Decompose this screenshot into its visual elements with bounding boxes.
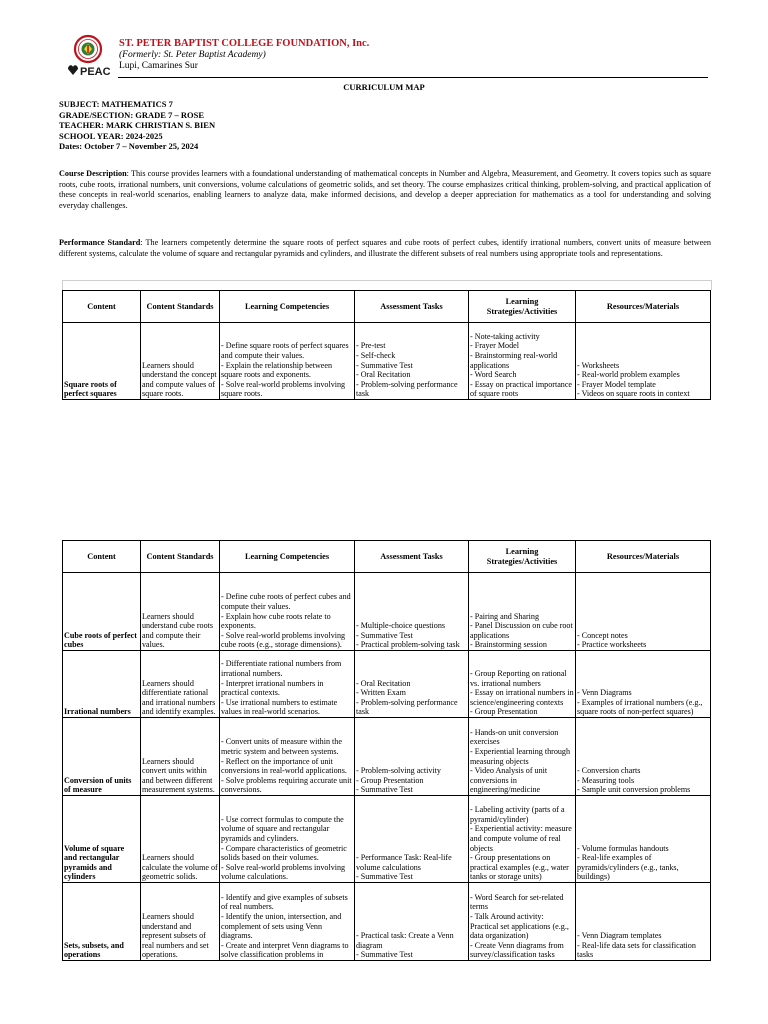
table-row [63, 718, 711, 796]
list-item: - Group Reporting on rational vs. irrational numbers [470, 669, 567, 688]
list-item: - Summative Test [356, 950, 413, 960]
assessment-cell [355, 651, 469, 718]
content-cell: Volume of square and rectangular pyramids and cylinders [63, 796, 141, 883]
table-row [63, 796, 711, 883]
school-name: ST. PETER BAPTIST COLLEGE FOUNDATION, Inc. [119, 38, 370, 49]
list-item: - Venn Diagram templates [577, 931, 662, 941]
list-item: - Define cube roots of perfect cubes and compute their values. [221, 592, 351, 612]
list-item: - Word Search for set-related terms [470, 892, 564, 912]
strategies-cell [469, 323, 576, 400]
list-item: - Multiple-choice questions [356, 621, 446, 631]
header-assessment-tasks: Assessment Tasks [355, 291, 469, 323]
table-header-row [63, 291, 711, 323]
list-item: - Group Presentation [356, 775, 424, 785]
course-description-label: Course Description [59, 169, 127, 178]
list-item: - Summative Test [356, 360, 413, 370]
list-item: - Measuring tools [577, 775, 635, 785]
list-item: - Compare characteristics of geometric solids based on their volumes. [221, 843, 347, 863]
list-item: - Create Venn diagrams from survey/classification tasks [470, 940, 564, 960]
header-content-standards: Content Standards [141, 541, 220, 573]
list-item: - Identify the union, intersection, and complement of sets using Venn diagrams. [221, 912, 342, 941]
resources-cell [576, 883, 711, 961]
list-item: - Venn Diagrams [577, 688, 632, 698]
list-item: - Reflect on the importance of unit conversions in real-world applications. [221, 756, 347, 776]
list-item: - Experiential learning through measuring objects [470, 747, 571, 766]
list-item: - Summative Test [356, 785, 413, 795]
competencies-cell [220, 796, 355, 883]
assessment-cell [355, 883, 469, 961]
list-item: - Group Presentation [470, 707, 538, 717]
list-item: - Labeling activity (parts of a pyramid/cylinder) [470, 805, 565, 824]
list-item: - Experiential activity: measure and compute volume of real objects [470, 824, 572, 853]
list-item: - Real-life examples of pyramids/cylinders (e.g., tanks, buildings) [577, 853, 679, 882]
school-location: Lupi, Camarines Sur [119, 61, 198, 71]
list-item: - Group presentations on practical examples (e.g., water tanks or storage units) [470, 853, 569, 882]
list-item: - Create and interpret Venn diagrams to solve classification problems in [221, 940, 349, 960]
assessment-cell [355, 796, 469, 883]
list-item: - Videos on square roots in context [577, 389, 690, 399]
standards-cell: Learners should understand the concept and compute values of square roots. [141, 323, 220, 400]
grade-section-line: GRADE/SECTION: GRADE 7 – ROSE [59, 109, 204, 120]
school-year-line: SCHOOL YEAR: 2024-2025 [59, 130, 163, 141]
list-item: - Brainstorming session [470, 640, 547, 650]
list-item: - Solve problems requiring accurate unit conversions. [221, 775, 352, 795]
assessment-cell [355, 573, 469, 651]
letterhead [62, 34, 712, 80]
list-item: - Practice worksheets [577, 640, 647, 650]
header-content: Content [63, 541, 141, 573]
curriculum-table-1 [62, 290, 711, 400]
list-item: - Interpret irrational numbers in practical contexts. [221, 678, 324, 698]
list-item: - Note-taking activity [470, 331, 540, 341]
list-item: - Self-check [356, 351, 396, 361]
standards-cell: Learners should understand and represent subsets of real numbers and set operations. [141, 883, 220, 961]
list-item: - Volume formulas handouts [577, 843, 669, 853]
strategies-cell [469, 883, 576, 961]
list-item: - Identify and give examples of subsets of real numbers. [221, 892, 348, 912]
list-item: - Problem-solving performance task [356, 379, 458, 399]
list-item: - Solve real-world problems involving volume calculations. [221, 862, 346, 882]
list-item: - Differentiate rational numbers from irrational numbers. [221, 659, 342, 679]
list-item: - Frayer Model [470, 341, 519, 351]
list-item: - Sample unit conversion problems [577, 785, 691, 795]
logo-text: PEAC [80, 66, 111, 78]
list-item: - Explain the relationship between square roots and exponents. [221, 360, 333, 380]
list-item: - Brainstorming real-world applications [470, 351, 558, 370]
standards-cell: Learners should convert units within and between different measurement systems. [141, 718, 220, 796]
subject-line: SUBJECT: MATHEMATICS 7 [59, 99, 173, 109]
list-item: - Concept notes [577, 630, 628, 640]
dates-line: Dates: October 7 – November 25, 2024 [59, 141, 199, 151]
performance-standard [59, 238, 711, 259]
list-item: - Solve real-world problems involving cube roots (e.g., storage dimensions). [221, 630, 346, 650]
list-item: - Use irrational numbers to estimate values in real-world scenarios. [221, 697, 338, 717]
list-item: - Performance Task: Real-life volume calculations [356, 853, 452, 872]
header-content: Content [63, 291, 141, 323]
resources-cell [576, 323, 711, 400]
teacher-line: TEACHER: MARK CHRISTIAN S. BIEN [59, 120, 216, 130]
list-item: - Pairing and Sharing [470, 611, 540, 621]
list-item: - Essay on practical importance of square roots [470, 379, 573, 399]
list-item: - Written Exam [356, 688, 406, 698]
list-item: - Define square roots of perfect squares and compute their values. [221, 341, 349, 361]
list-item: - Real-world problem examples [577, 370, 680, 380]
list-item: - Panel Discussion on cube root applications [470, 621, 573, 640]
list-item: - Convert units of measure within the metric system and between systems. [221, 737, 342, 757]
header-assessment-tasks: Assessment Tasks [355, 541, 469, 573]
header-content-standards: Content Standards [141, 291, 220, 323]
list-item: - Solve real-world problems involving square roots. [221, 379, 346, 399]
list-item: - Oral Recitation [356, 678, 411, 688]
list-item: - Talk Around activity: Practical set applications (e.g., data organization) [470, 912, 569, 941]
resources-cell [576, 651, 711, 718]
list-item: - Explain how cube roots relate to exponents. [221, 611, 331, 631]
blank-table-row [62, 280, 712, 290]
content-cell: Irrational numbers [63, 651, 141, 718]
list-item: - Real-life data sets for classification tasks [577, 940, 696, 960]
competencies-cell [220, 573, 355, 651]
content-cell: Sets, subsets, and operations [63, 883, 141, 961]
standards-cell: Learners should understand cube roots and compute their values. [141, 573, 220, 651]
curriculum-table-2 [62, 540, 711, 961]
subject-details [59, 99, 215, 152]
strategies-cell [469, 796, 576, 883]
competencies-cell [220, 883, 355, 961]
list-item: - Practical task: Create a Venn diagram [356, 931, 454, 950]
list-item: - Examples of irrational numbers (e.g., square roots of non-perfect squares) [577, 697, 703, 717]
standards-cell: Learners should calculate the volume of geometric solids. [141, 796, 220, 883]
header-learning-strategies: Learning Strategies/Activities [469, 291, 576, 323]
list-item: - Summative Test [356, 630, 413, 640]
header-learning-competencies: Learning Competencies [220, 541, 355, 573]
header-learning-strategies: Learning Strategies/Activities [469, 541, 576, 573]
table-row [63, 651, 711, 718]
competencies-cell [220, 323, 355, 400]
list-item: - Frayer Model template [577, 379, 656, 389]
list-item: - Practical problem-solving task [356, 640, 460, 650]
table-header-row [63, 541, 711, 573]
list-item: - Worksheets [577, 360, 620, 370]
resources-cell [576, 796, 711, 883]
table-row [63, 573, 711, 651]
strategies-cell [469, 718, 576, 796]
strategies-cell [469, 573, 576, 651]
list-item: - Summative Test [356, 872, 413, 882]
content-cell: Conversion of units of measure [63, 718, 141, 796]
performance-standard-label: Performance Standard [59, 238, 141, 247]
header-resources: Resources/Materials [576, 541, 711, 573]
list-item: - Word Search [470, 370, 517, 380]
table-row [63, 883, 711, 961]
document-title: CURRICULUM MAP [343, 82, 425, 92]
list-item: - Problem-solving activity [356, 766, 441, 776]
list-item: - Hands-on unit conversion exercises [470, 727, 559, 747]
list-item: - Oral Recitation [356, 370, 411, 380]
course-description [59, 169, 711, 211]
list-item: - Video Analysis of unit conversions in engineering/medicine [470, 766, 548, 795]
list-item: - Conversion charts [577, 766, 641, 776]
content-cell: Square roots of perfect squares [63, 323, 141, 400]
school-seal-icon [62, 34, 114, 80]
list-item: - Problem-solving performance task [356, 697, 458, 717]
competencies-cell [220, 718, 355, 796]
content-cell: Cube roots of perfect cubes [63, 573, 141, 651]
list-item: - Pre-test [356, 341, 386, 351]
standards-cell: Learners should differentiate rational and irrational numbers and identify examples. [141, 651, 220, 718]
header-resources: Resources/Materials [576, 291, 711, 323]
header-divider [118, 77, 708, 78]
list-item: - Essay on irrational numbers in science/engineering contexts [470, 688, 574, 707]
resources-cell [576, 718, 711, 796]
performance-standard-text: : The learners competently determine the square roots of perfect squares and cube roots of perfect cubes, identify irrational numbers, convert units of measure between different systems, calculate the volume of square and rectangular pyramids and cylinders, and illustrate the different subsets of real numbers using appropriate tools and representations. [59, 238, 711, 258]
strategies-cell [469, 651, 576, 718]
assessment-cell [355, 323, 469, 400]
assessment-cell [355, 718, 469, 796]
course-description-text: : This course provides learners with a foundational understanding of mathematical concepts in Number and Algebra, Measurement, and Geometry. It covers topics such as square roots, cube roots, irrational numbers, unit conversions, volume calculations of geometric solids, and set theory. The course emphasizes critical thinking, problem-solving, and practical application of these concepts in real-world scenarios, enabling learners to analyze data, make informed decisions, and develop a deeper appreciation for mathematics as a tool for understanding and solving everyday challenges. [59, 169, 711, 210]
header-learning-competencies: Learning Competencies [220, 291, 355, 323]
school-former-name: (Formerly: St. Peter Baptist Academy) [119, 50, 266, 60]
competencies-cell [220, 651, 355, 718]
list-item: - Use correct formulas to compute the volume of square and rectangular pyramids and cylinders. [221, 814, 344, 844]
resources-cell [576, 573, 711, 651]
table-row [63, 323, 711, 400]
